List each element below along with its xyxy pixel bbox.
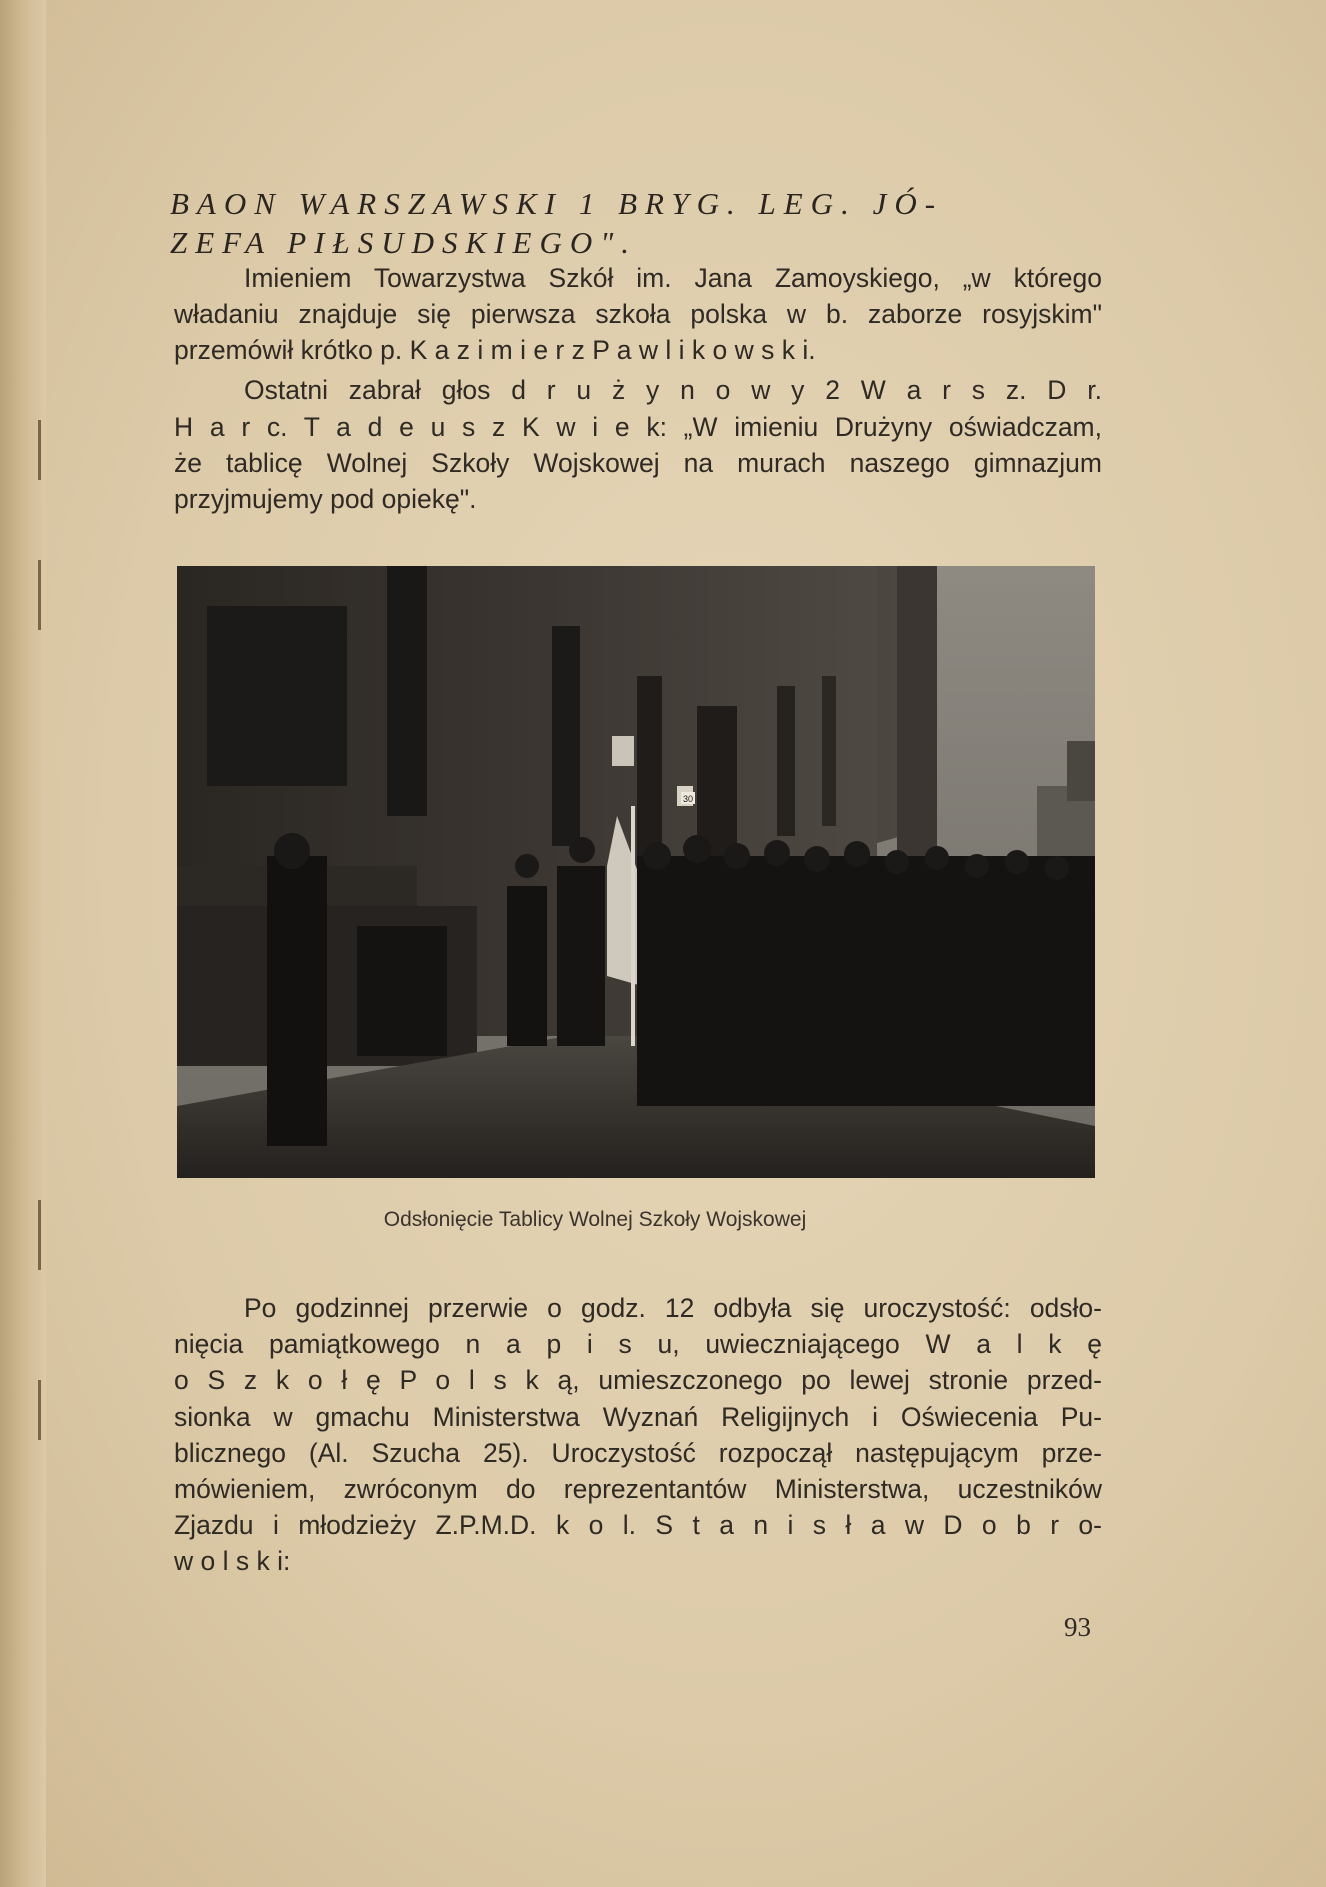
- paragraph-2-line-4: przyjmujemy pod opiekę".: [174, 484, 477, 514]
- page-number: 93: [1064, 1612, 1091, 1642]
- paragraph-3-line-7: Zjazdu i młodzieży Z.P.M.D. k o l. S t a n i s ł a w D o b r o-: [174, 1510, 1102, 1540]
- heading-line-2: ZEFA PIŁSUDSKIEGO".: [170, 225, 637, 260]
- paragraph-1-line-3: przemówił krótko p. K a z i m i e r z P a w l i k o w s k i.: [174, 335, 816, 365]
- binding-stitch: [38, 560, 41, 630]
- paragraph-3-line-1: Po godzinnej przerwie o godz. 12 odbyła się uroczystość: odsło-: [244, 1293, 1102, 1323]
- photo: [177, 566, 1095, 1178]
- page-spine: [0, 0, 46, 1887]
- binding-stitch: [38, 1380, 41, 1440]
- heading-line-1: BAON WARSZAWSKI 1 BRYG. LEG. JÓ-: [170, 186, 944, 221]
- paragraph-2-line-3: że tablicę Wolnej Szkoły Wojskowej na murach naszego gimnazjum: [174, 448, 1102, 478]
- paragraph-3-line-8: w o l s k i:: [174, 1546, 291, 1576]
- paragraph-3-line-5: blicznego (Al. Szucha 25). Uroczystość rozpoczął następującym prze-: [174, 1438, 1102, 1468]
- paragraph-3-line-3: o S z k o ł ę P o l s k ą, umieszczonego po lewej stronie przed-: [174, 1365, 1102, 1395]
- photo-image: [177, 566, 1095, 1178]
- paragraph-2-line-1: Ostatni zabrał głos d r u ż y n o w y 2 W a r s z. D r.: [244, 375, 1102, 405]
- paragraph-3-line-6: mówieniem, zwróconym do reprezentantów Ministerstwa, uczestników: [174, 1474, 1102, 1504]
- house-number: 30: [682, 794, 694, 804]
- paragraph-3-line-4: sionka w gmachu Ministerstwa Wyznań Religijnych i Oświecenia Pu-: [174, 1402, 1102, 1432]
- photo-caption: Odsłonięcie Tablicy Wolnej Szkoły Wojskowej: [383, 1208, 807, 1231]
- paragraph-1-line-1: Imieniem Towarzystwa Szkół im. Jana Zamoyskiego, „w którego: [244, 263, 1102, 293]
- paragraph-2-line-2: H a r c. T a d e u s z K w i e k: „W imieniu Drużyny oświadczam,: [174, 412, 1102, 442]
- binding-stitch: [38, 420, 41, 480]
- paragraph-1-line-2: władaniu znajduje się pierwsza szkoła polska w b. zaborze rosyjskim": [174, 299, 1102, 329]
- paragraph-3-line-2: nięcia pamiątkowego n a p i s u, uwieczniającego W a l k ę: [174, 1329, 1102, 1359]
